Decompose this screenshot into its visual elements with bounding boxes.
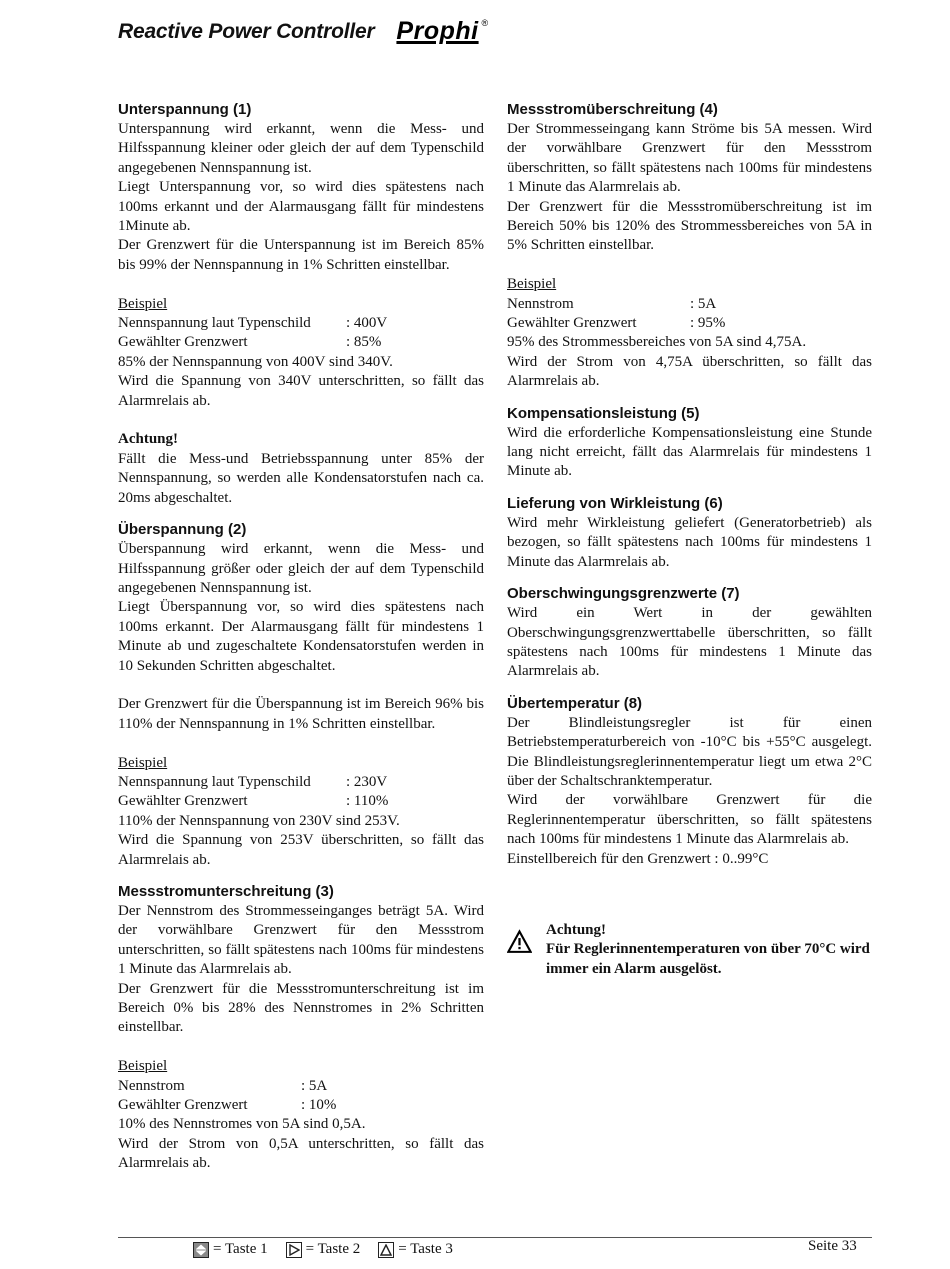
- example-key: Gewählter Grenzwert: [118, 1097, 248, 1114]
- section-title: Oberschwingungsgrenzwerte (7): [507, 585, 740, 603]
- example-row: [507, 314, 872, 333]
- example-row: [118, 773, 484, 792]
- section-title: Messstromunterschreitung (3): [118, 882, 334, 900]
- attention-text: Fällt die Mess-und Betriebsspannung unter 85% der Nennspannung, so werden alle Kondensatorstufen nach ca. 20ms abgeschaltet.: [118, 450, 484, 506]
- paragraph: Der Strommesseingang kann Ströme bis 5A messen. Wird der vorwählbare Grenzwert für den Messstrom überschritten, so fällt spätestens nach 100ms für mindestens 1 Minute das Alarmrelais ab.: [507, 121, 872, 196]
- section-title: Messstromüberschreitung (4): [507, 101, 718, 118]
- example-value: : 10%: [301, 1097, 337, 1114]
- example-row: [507, 295, 872, 314]
- paragraph: Einstellbereich für den Grenzwert : 0..99°C: [507, 850, 769, 867]
- example-value: : 5A: [301, 1077, 328, 1094]
- paragraph: Der Grenzwert für die Überspannung ist im Bereich 96% bis 110% der Nennspannung in 1% Schritten einstellbar.: [118, 696, 484, 732]
- example-label: Beispiel: [118, 1058, 168, 1075]
- example-row: [118, 314, 484, 333]
- paragraph: Wird mehr Wirkleistung geliefert (Generatorbetrieb) als bezogen, so fällt spätestens nach 100ms für mindestens 1 Minute das Alarmrelais ab.: [507, 514, 872, 570]
- example-line: Wird der Strom von 0,5A unterschritten, so fällt das Alarmrelais ab.: [118, 1135, 484, 1172]
- example-line: 10% des Nennstromes von 5A sind 0,5A.: [118, 1116, 366, 1133]
- paragraph: Der Grenzwert für die Messstromüberschreitung ist im Bereich 50% bis 120% des Strommessbereiches von 5A in 5% Schritten einstellbar.: [507, 198, 872, 254]
- footer-key-legend: [193, 1241, 471, 1258]
- example-line: Wird die Spannung von 340V unterschritten, so fällt das Alarmrelais ab.: [118, 373, 484, 409]
- section-title: Übertemperatur (8): [507, 694, 643, 712]
- section-overtemperature: [507, 694, 872, 869]
- warning-label: Achtung!: [546, 922, 607, 938]
- key-legend-3: [378, 1241, 453, 1258]
- section-current-overshoot: [507, 100, 872, 392]
- left-column: [118, 100, 484, 1174]
- warning-triangle-icon: [507, 924, 532, 960]
- right-column: [507, 100, 872, 869]
- section-overvoltage: [118, 520, 484, 870]
- brand-logo-text: Prophi: [396, 17, 479, 45]
- example-value: : 85%: [346, 334, 382, 351]
- example-line: Wird der Strom von 4,75A überschritten, so fällt das Alarmrelais ab.: [507, 353, 872, 390]
- example-key: Nennspannung laut Typenschild: [118, 315, 311, 332]
- section-harmonic-limits: [507, 584, 872, 682]
- section-title: Lieferung von Wirkleistung (6): [507, 494, 723, 512]
- example-line: 110% der Nennspannung von 230V sind 253V.: [118, 812, 400, 829]
- key-2-icon: [286, 1242, 302, 1258]
- header-title: Reactive Power Controller: [118, 20, 375, 43]
- page-header: [118, 8, 489, 45]
- paragraph: Der Grenzwert für die Unterspannung ist im Bereich 85% bis 99% der Nennspannung in 1% Schritten einstellbar.: [118, 237, 484, 273]
- key-1-label: = Taste 1: [213, 1241, 268, 1257]
- example-row: [118, 1096, 484, 1115]
- example-key: Gewählter Grenzwert: [507, 315, 637, 332]
- section-current-undershoot: [118, 882, 484, 1174]
- brand-logo: [396, 17, 489, 45]
- example-value: : 95%: [690, 315, 726, 332]
- warning-text: Für Reglerinnentemperaturen von über 70°C wird immer ein Alarm ausgelöst.: [546, 941, 870, 977]
- example-key: Nennstrom: [507, 295, 574, 312]
- section-title: Unterspannung (1): [118, 101, 252, 118]
- example-key: Gewählter Grenzwert: [118, 334, 248, 351]
- paragraph: Wird ein Wert in der gewählten Oberschwingungsgrenzwerttabelle überschritten, so fällt spätestens nach 100ms für mindestens 1 Minute das Alarmrelais ab.: [507, 605, 872, 680]
- paragraph: Der Nennstrom des Strommesseinganges beträgt 5A. Wird der vorwählbare Grenzwert für den Messstrom unterschritten, so fällt spätestens nach 100ms für mindestens 1 Minute das Alarmrelais ab.: [118, 902, 484, 978]
- example-value: : 400V: [346, 315, 388, 332]
- example-value: : 5A: [690, 295, 717, 312]
- key-1-icon: [193, 1242, 209, 1258]
- paragraph: Wird der vorwählbare Grenzwert für die Reglerinnentemperatur überschritten, so fällt spätestens nach 100ms für mindestens 1 Minute das Alarmrelais ab.: [507, 792, 872, 848]
- paragraph: Wird die erforderliche Kompensationsleistung eine Stunde lang nicht erreicht, fällt das Alarmrelais für mindestens 1 Minute ab.: [507, 424, 872, 480]
- example-key: Gewählter Grenzwert: [118, 793, 248, 810]
- section-compensation-power: [507, 404, 872, 482]
- key-3-icon: [378, 1242, 394, 1258]
- temperature-warning: [507, 921, 877, 979]
- key-legend-2: [286, 1241, 361, 1258]
- example-value: : 110%: [346, 793, 389, 810]
- example-line: 85% der Nennspannung von 400V sind 340V.: [118, 353, 393, 370]
- section-title: Überspannung (2): [118, 521, 247, 539]
- page-number: Seite 33: [808, 1238, 857, 1254]
- example-line: 95% des Strommessbereiches von 5A sind 4,75A.: [507, 334, 807, 351]
- example-label: Beispiel: [118, 295, 168, 312]
- section-undervoltage: [118, 100, 484, 508]
- example-row: [118, 333, 484, 352]
- example-label: Beispiel: [118, 754, 168, 771]
- example-key: Nennspannung laut Typenschild: [118, 773, 311, 790]
- key-2-label: = Taste 2: [305, 1241, 361, 1257]
- example-value: : 230V: [346, 773, 388, 790]
- paragraph: Der Blindleistungsregler ist für einen Betriebstemperaturbereich von -10°C bis +55°C ausgelegt. Die Blindleistungsreglerinnentemperatur liegt um etwa 2°C über der Schaltschranktemperatur.: [507, 714, 872, 789]
- example-key: Nennstrom: [118, 1077, 185, 1094]
- paragraph: Liegt Überspannung vor, so wird dies spätestens nach 100ms erkannt. Der Alarmausgang fällt für mindestens 1 Minute ab und zugeschaltete Kondensatorstufen werden in 10 Sekunden Schritten abgeschaltet.: [118, 599, 484, 674]
- registered-mark: ®: [481, 18, 489, 28]
- example-line: Wird die Spannung von 253V überschritten, so fällt das Alarmrelais ab.: [118, 832, 484, 868]
- paragraph: Liegt Unterspannung vor, so wird dies spätestens nach 100ms erkannt und der Alarmausgang fällt für mindestens 1Minute ab.: [118, 179, 484, 235]
- section-title: Kompensationsleistung (5): [507, 404, 700, 422]
- key-3-label: = Taste 3: [398, 1241, 453, 1257]
- key-legend-1: [193, 1241, 268, 1258]
- section-active-power-export: [507, 494, 872, 572]
- paragraph: Unterspannung wird erkannt, wenn die Mess- und Hilfsspannung kleiner oder gleich der auf dem Typenschild angegebenen Nennspannung ist.: [118, 121, 484, 176]
- warning-text-block: [546, 921, 877, 979]
- example-row: [118, 792, 484, 811]
- footer-divider: [118, 1237, 872, 1238]
- example-label: Beispiel: [507, 276, 557, 293]
- attention-label: Achtung!: [118, 431, 179, 448]
- example-row: [118, 1077, 484, 1096]
- paragraph: Der Grenzwert für die Messstromunterschreitung ist im Bereich 0% bis 28% des Nennstromes in 2% Schritten einstellbar.: [118, 980, 484, 1036]
- paragraph: Überspannung wird erkannt, wenn die Mess- und Hilfsspannung größer oder gleich der auf dem Typenschild angegebenen Nennspannung ist.: [118, 541, 484, 596]
